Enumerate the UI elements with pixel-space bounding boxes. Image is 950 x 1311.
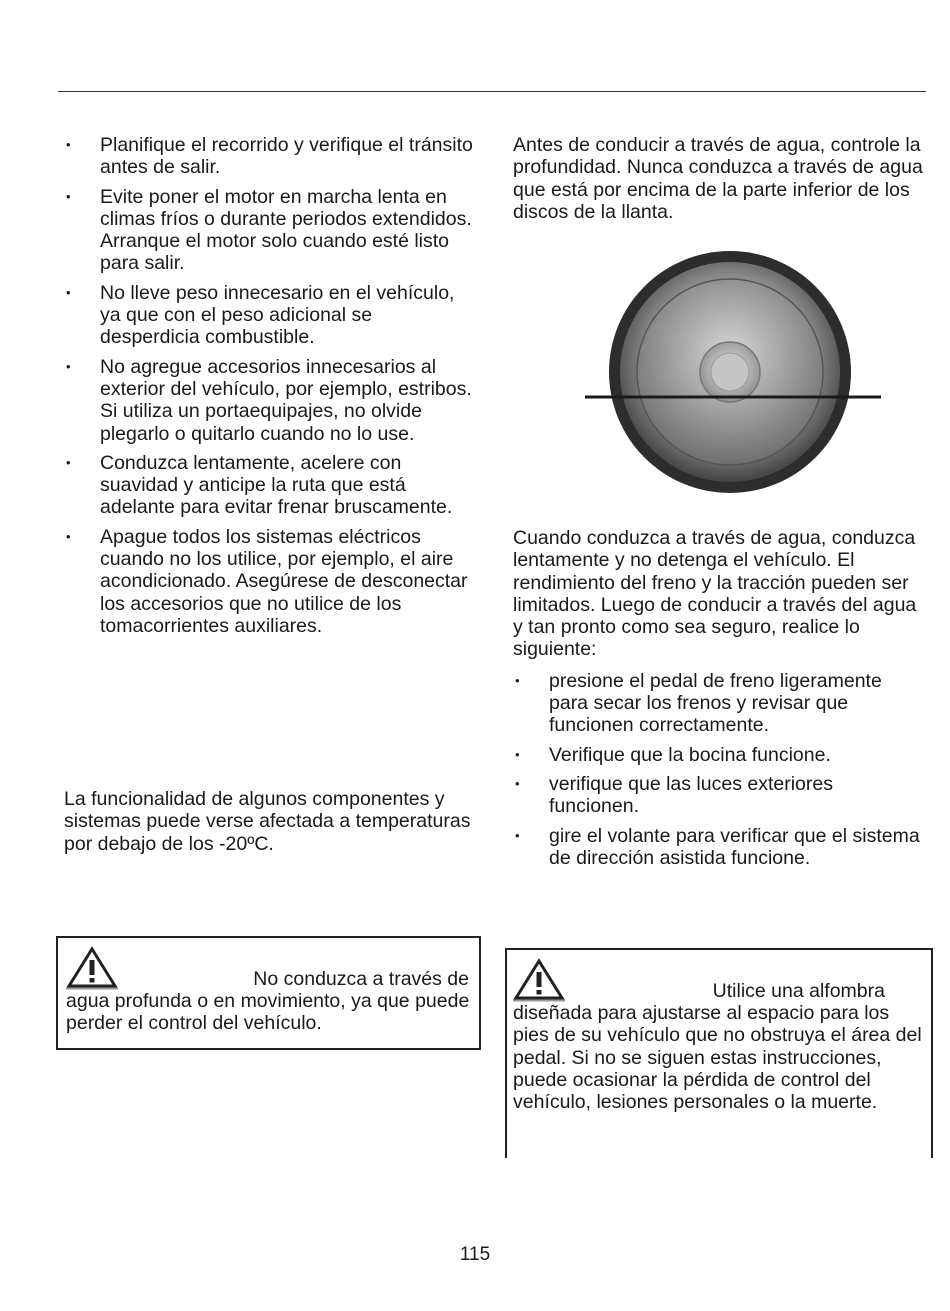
list-item: • presione el pedal de freno ligeramente para secar los frenos y revisar que funcionen correctamente.: [513, 670, 925, 737]
list-item: • Apague todos los sistemas eléctricos cuando no los utilice, por ejemplo, el aire acondicionado. Asegúrese de desconectar los accesorios que no utilice de los tomacorrientes auxiliares.: [64, 526, 476, 637]
list-item: • Conduzca lentamente, acelere con suavidad y anticipe la ruta que está adelante para evitar frenar bruscamente.: [64, 452, 476, 519]
water-intro-paragraph: Antes de conducir a través de agua, controle la profundidad. Nunca conduzca a través de agua que está por encima de la parte inferior de los discos de la llanta.: [513, 134, 923, 223]
warning-left-text: agua profunda o en movimiento, ya que puede perder el control del vehículo.: [66, 990, 470, 1035]
right-lower-column: [513, 527, 925, 876]
warning-left-first: No conduzca a través de: [253, 967, 469, 990]
list-item: • gire el volante para verificar que el sistema de dirección asistida funcione.: [513, 825, 925, 870]
warning-box-floor-mat: [505, 948, 933, 1158]
wheel-illustration: [585, 251, 881, 496]
list-item: • Planifique el recorrido y verifique el tránsito antes de salir.: [64, 134, 476, 179]
cold-weather-paragraph: La funcionalidad de algunos componentes y sistemas puede verse afectada a temperaturas por debajo de los -20ºC.: [64, 788, 471, 855]
left-column: [64, 134, 476, 644]
after-water-checklist: [513, 670, 925, 869]
water-after-paragraph: Cuando conduzca a través de agua, conduzca lentamente y no detenga el vehículo. El rendimiento del freno y la tracción pueden ser limitados. Luego de conducir a través del agua y tan pronto como sea seguro, realice lo siguiente:: [513, 527, 917, 661]
list-item: • Evite poner el motor en marcha lenta en climas fríos o durante periodos extendidos. Arranque el motor solo cuando esté listo para salir.: [64, 186, 476, 275]
list-item: • No lleve peso innecesario en el vehículo, ya que con el peso adicional se desperdicia combustible.: [64, 282, 476, 349]
warning-right-text: diseñada para ajustarse al espacio para los pies de su vehículo que no obstruya el área del pedal. Si no se siguen estas instrucciones, puede ocasionar la pérdida de control del vehículo, lesiones personales o la muerte.: [513, 1002, 922, 1114]
warning-box-deep-water: [56, 936, 481, 1050]
list-item: • No agregue accesorios innecesarios al exterior del vehículo, por ejemplo, estribos. Si utiliza un portaequipajes, no olvide plegarlo o quitarlo cuando no lo use.: [64, 356, 476, 445]
warning-triangle-icon: [66, 946, 118, 990]
economy-tips-list: [64, 134, 476, 637]
list-item: • verifique que las luces exteriores funcionen.: [513, 773, 925, 818]
header-rule: [58, 91, 926, 92]
warning-triangle-icon: [513, 958, 565, 1002]
warning-right-first: Utilice una alfombra: [712, 979, 885, 1002]
list-item: • Verifique que la bocina funcione.: [513, 744, 925, 766]
page-number: 115: [459, 1244, 491, 1265]
